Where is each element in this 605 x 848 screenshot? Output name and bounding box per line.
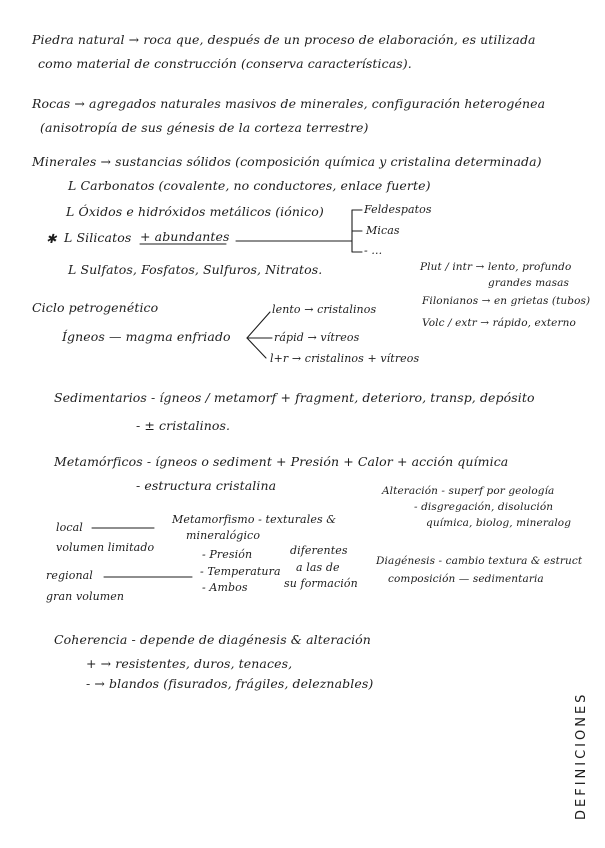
plut-line-1: Plut / intr → lento, profundo [420,261,572,273]
minerales-oxidos: L Óxidos e hidróxidos metálicos (iónico) [66,204,324,219]
metamorfismo-title-2: mineralógico [186,529,261,542]
coherencia-line-3: - → blandos (fisurados, frágiles, deleznables) [86,676,374,691]
diagenesis-line-2: composición — sedimentaria [388,573,544,585]
sedimentarios-line-1: Sedimentarios - ígneos / metamorf + fragment, deterioro, transp, depósito [54,390,535,405]
minerales-sulfatos: L Sulfatos, Fosfatos, Sulfuros, Nitratos. [68,262,323,277]
sedimentarios-line-2: - ± cristalinos. [136,418,231,433]
alteracion-line-3: química, biolog, mineralog [426,517,572,529]
coherencia-line-2: + → resistentes, duros, tenaces, [86,656,293,671]
ciclo-rapido: rápid → vítreos [274,331,360,344]
minerales-carbonatos: L Carbonatos (covalente, no conductores, enlace fuerte) [68,178,431,193]
metamorfismo-regional: regional [46,569,93,582]
piedra-line-2: como material de construcción (conserva características). [38,56,412,71]
metamorfismo-volumen-limitado: volumen limitado [56,541,155,554]
star-icon: ✱ [46,231,57,246]
ciclo-title: Ciclo petrogenético [32,300,159,315]
coherencia-line-1: Coherencia - depende de diagénesis & alteración [54,632,371,647]
metamorfismo-gran-volumen: gran volumen [46,590,125,603]
branch-feldespatos: Feldespatos [364,203,432,216]
alteracion-line-2: - disgregación, disolución [414,501,554,513]
metamorfismo-diferentes-2: a las de [296,561,340,574]
ciclo-lento: lento → cristalinos [272,303,377,316]
branch-lr [247,338,266,358]
filonianos: Filonianos → en grietas (tubos) [422,295,591,307]
metamorfismo-diferentes-1: diferentes [290,544,348,557]
metamorfismo-temperatura: - Temperatura [200,565,281,578]
metamorfismo-presion: - Presión [202,548,253,561]
metamorfismo-ambos: - Ambos [202,581,248,594]
rocas-line-2: (anisotropía de sus génesis de la corteza terrestre) [40,120,369,135]
ciclo-igneos: Ígneos — magma enfriado [62,329,231,344]
metamorficos-line-2: - estructura cristalina [136,478,277,493]
silicatos-bracket [340,210,362,252]
rocas-line-1: Rocas → agregados naturales masivos de minerales, configuración heterogénea [32,96,546,111]
volc-extr: Volc / extr → rápido, externo [422,317,576,329]
branch-micas: Micas [366,224,400,237]
side-label-definiciones: DEFINICIONES [574,691,589,820]
minerales-silicatos: L Silicatos [64,230,132,245]
metamorficos-line-1: Metamórficos - ígneos o sediment + Presión + Calor + acción química [54,454,509,469]
metamorfismo-local: local [56,521,83,534]
metamorfismo-diferentes-3: su formación [284,577,358,590]
minerales-abundantes: + abundantes [140,229,230,244]
metamorfismo-title-1: Metamorfismo - texturales & [172,513,337,526]
plut-line-2: grandes masas [488,277,569,289]
diagenesis-line-1: Diagénesis - cambio textura & estruct [376,555,583,567]
branch-lento [247,312,270,338]
alteracion-line-1: Alteración - superf por geología [382,485,555,497]
branch-dots: - ... [364,244,383,257]
ciclo-lr: l+r → cristalinos + vítreos [270,352,420,365]
piedra-line-1: Piedra natural → roca que, después de un proceso de elaboración, es utilizada [32,32,536,47]
minerales-line-1: Minerales → sustancias sólidos (composición química y cristalina determinada) [32,154,542,169]
